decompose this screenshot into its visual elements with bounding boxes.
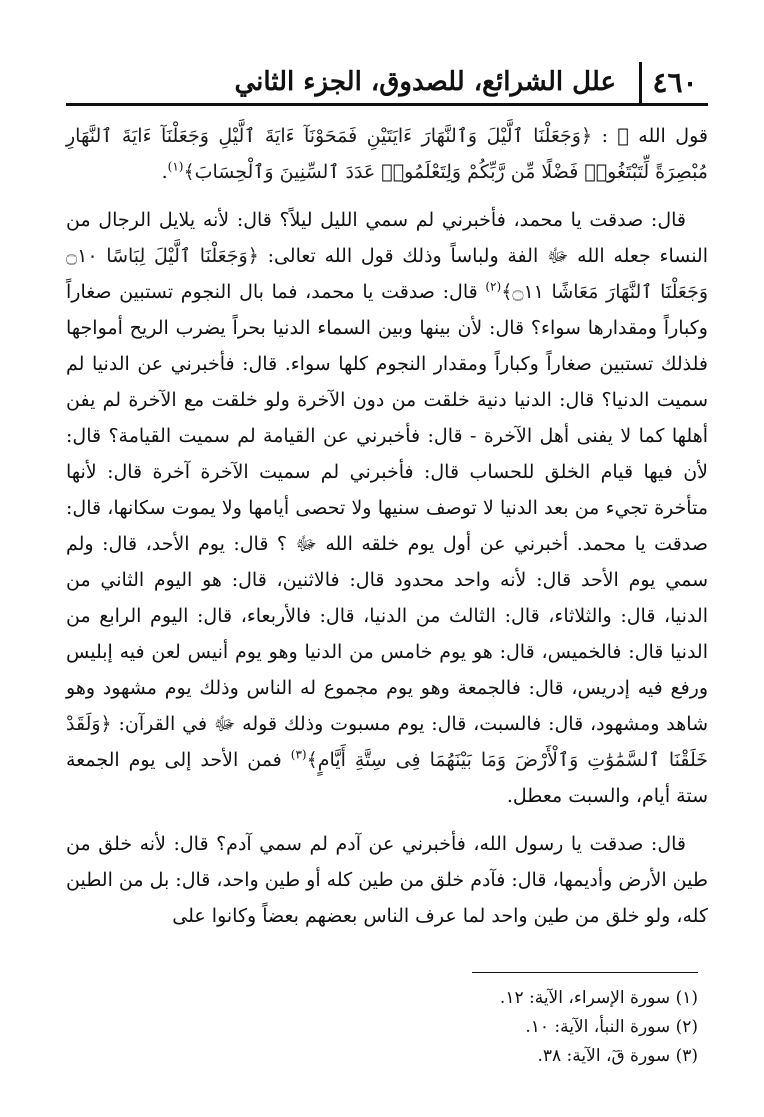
- page-header: [66, 62, 708, 106]
- footnote-ref-3: (٣): [290, 747, 307, 762]
- paragraph-3: قال: صدقت يا رسول الله، فأخبرني عن آدم لم سمي آدم؟ قال: لأنه خلق من طين الأرض وأديمها، قال: فآدم خلق من طين كله أو طين واحد، قال: بل من الطين كله، ولو خلق من طين واحد لما عرف الناس بعضهم بعضاً وكانوا على: [66, 833, 708, 927]
- footnote-ref-2: (٢): [485, 279, 502, 294]
- paragraph-1-tail: .: [161, 161, 168, 183]
- paragraph-2-text-1: قال: صدقت يا محمد، فأخبرني لم سمي الليل ليلاً؟ قال: لأنه يلايل الرجال من النساء جعله الله ﷻ الفة ولباساً وذلك قول الله تعالى:: [66, 209, 708, 267]
- footnote-2: (٢) سورة النبأ، الآية: ١٠.: [525, 1017, 698, 1037]
- paragraph-1: [66, 118, 708, 190]
- paragraph-2-text-2: قال: صدقت يا محمد، فما بال النجوم تستبين صغاراً وكباراً ومقدارها سواء؟ قال: لأن بينها وبين السماء الدنيا بحراً يضرب الريح أمواجها فلذلك تستبين صغاراً وكباراً ومقدار النجوم كلها سواء. قال: فأخبرني عن الدنيا لم سميت الدنيا؟ قال: الدنيا دنية خلقت من دون الآخرة ولو خلقت مع الآخرة لم يفن أهلها كما لا يفنى أهل الآخرة - قال: فأخبرني عن القيامة لم سميت القيامة؟ قال: لأن فيها قيام الخلق للحساب قال: فأخبرني لم سميت الآخرة آخرة قال: لأنها متأخرة تجيء من بعد الدنيا لا توصف سنيها ولا تحصى أيامها ولا يموت سكانها، قال: صدقت يا محمد. أخبرني عن أول يوم خلقه الله ﷻ ؟ قال: يوم الأحد، قال: ولم سمي يوم الأحد قال: لأنه واحد محدود قال: فالاثنين، قال: هو اليوم الثاني من الدنيا، قال: والثلاثاء، قال: الثالث من الدنيا، قال: فالأربعاء، قال: اليوم الرابع من الدنيا قال: فالخميس، قال: هو يوم خامس من الدنيا وهو يوم أنيس لعن فيه إبليس ورفع فيه إدريس، قال: فالجمعة وهو يوم مجموع له الناس وذلك يوم مشهود وهو شاهد ومشهود، قال: فالسبت، قال: يوم مسبوت وذلك قوله ﷻ في القرآن:: [66, 281, 708, 735]
- paragraph-2-text-3: فمن الأحد إلى يوم الجمعة ستة أيام، والسبت معطل.: [66, 749, 708, 807]
- footnote-3: (٣) سورة قٓ، الآية: ٣٨.: [537, 1046, 698, 1066]
- footnote-separator: [472, 972, 698, 973]
- running-title: علل الشرائع، للصدوق، الجزء الثاني: [234, 67, 616, 97]
- paragraph-2: [66, 202, 708, 814]
- quran-verse-1: ﴿وَجَعَلْنَا ٱلَّيْلَ وَٱلنَّهَارَ ءَايَتَيْنِ فَمَحَوْنَآ ءَايَةَ ٱلَّيْلِ وَجَعَلْنَآ ءَايَةَ ٱلنَّهَارِ مُبْصِرَةً لِّتَبْتَغُوا۟ فَضْلًا مِّن رَّبِّكُمْ وَلِتَعْلَمُوا۟ عَدَدَ ٱلسِّنِينَ وَٱلْحِسَابَ﴾: [66, 125, 708, 183]
- page-number: ٤٦٠: [639, 62, 708, 103]
- footnote-1: (١) سورة الإسراء، الآية: ١٢.: [499, 988, 698, 1008]
- header-rule: [66, 103, 708, 106]
- footnotes: [278, 984, 698, 1071]
- main-text: [66, 118, 708, 946]
- footnote-ref-1: (١): [167, 159, 184, 174]
- quran-verse-3: ﴿وَلَقَدْ خَلَقْنَا ٱلسَّمَٰوَٰتِ وَٱلْأَرْضَ وَمَا بَيْنَهُمَا فِى سِتَّةِ أَيَّامٍ﴾: [66, 713, 708, 771]
- quran-verse-2: ﴿وَجَعَلْنَا ٱلَّيْلَ لِبَاسًا ۝١٠ وَجَعَلْنَا ٱلنَّهَارَ مَعَاشًا ۝١١﴾: [66, 245, 708, 303]
- paragraph-1-lead: قول الله ﷻ :: [592, 125, 708, 147]
